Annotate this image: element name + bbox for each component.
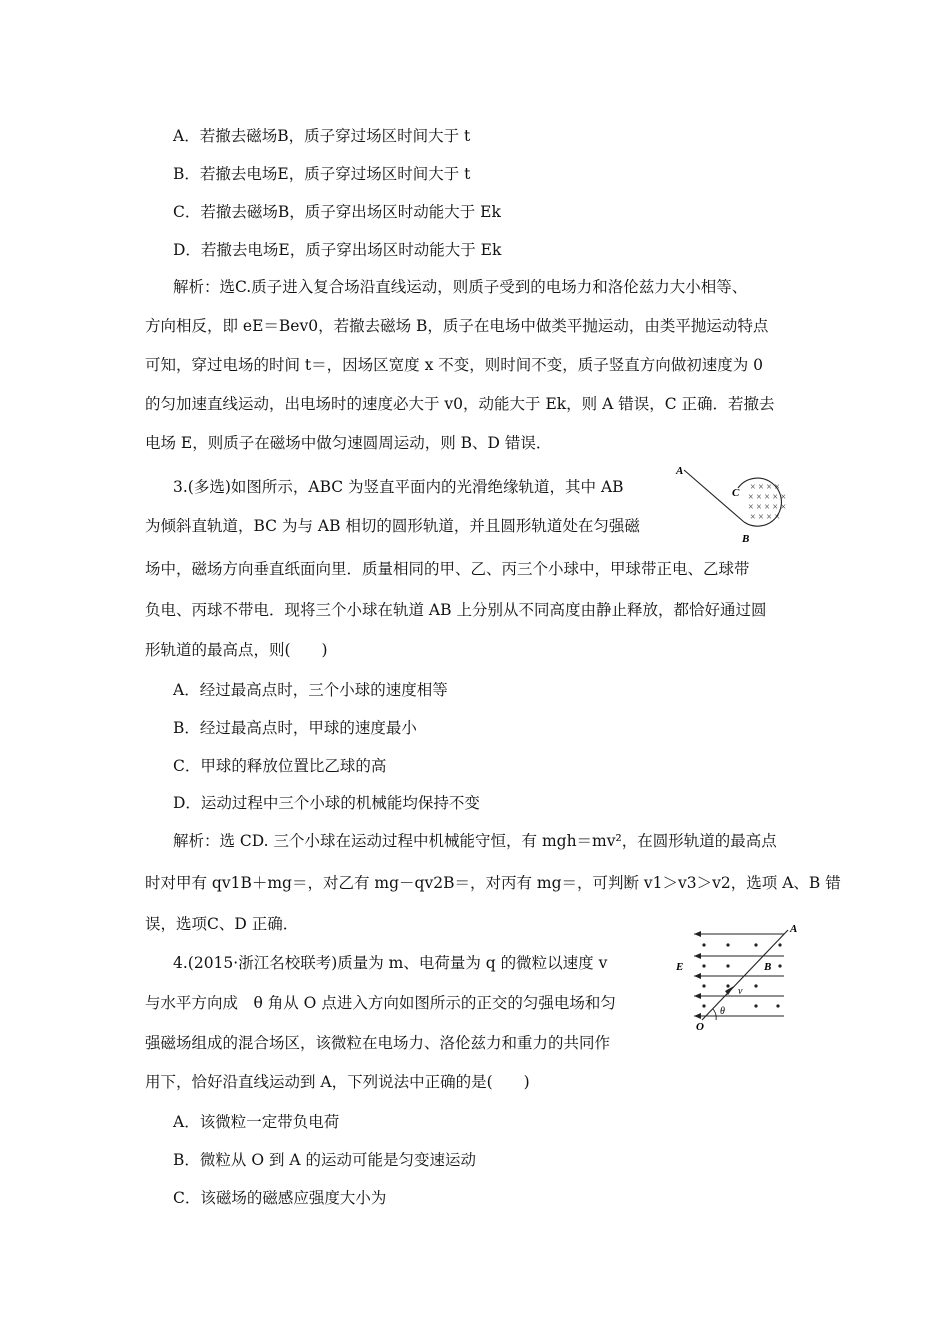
q3-solution-line: 时对甲有 qv1B＋mg＝，对乙有 mg－qv2B＝，对丙有 mg＝，可判断 v1＞v3＞v2，选项 A、B 错 — [145, 874, 841, 892]
q4-stem-line: 4.(2015·浙江名校联考)质量为 m、电荷量为 q 的微粒以速度 v — [173, 954, 608, 972]
svg-text:× × × × ×: × × × × × — [748, 492, 787, 503]
field-figure — [672, 922, 802, 1030]
q3-solution-line: 解析：选 CD. 三个小球在运动过程中机械能守恒，有 mgh＝mv²，在圆形轨道的最高点 — [173, 832, 777, 850]
svg-text:× × × ×: × × × × — [750, 482, 781, 493]
point-b-label: B — [742, 533, 750, 545]
q3-option-c: C．甲球的释放位置比乙球的高 — [173, 757, 387, 775]
velocity-label: v — [738, 986, 743, 997]
q3-option-b: B．经过最高点时，甲球的速度最小 — [173, 719, 417, 737]
q4-option-b: B．微粒从 O 到 A 的运动可能是匀变速运动 — [173, 1151, 477, 1169]
q2-option-a: A．若撤去磁场B，质子穿过场区时间大于 t — [173, 127, 471, 145]
svg-text:× × × × ×: × × × × × — [748, 502, 787, 513]
svg-text:× × × ×: × × × × — [750, 512, 781, 523]
field-b-label: B — [764, 961, 772, 973]
track-figure — [672, 460, 802, 546]
q4-stem-line: 强磁场组成的混合场区，该微粒在电场力、洛伦兹力和重力的共同作 — [145, 1034, 611, 1052]
q4-option-c: C．该磁场的磁感应强度大小为 — [173, 1189, 387, 1207]
point-o-label: O — [696, 1021, 704, 1030]
q3-stem-line: 负电、丙球不带电．现将三个小球在轨道 AB 上分别从不同高度由静止释放，都恰好通过圆 — [145, 601, 767, 619]
q3-option-a: A．经过最高点时，三个小球的速度相等 — [173, 681, 448, 699]
q2-solution-line: 电场 E，则质子在磁场中做匀速圆周运动，则 B、D 错误． — [145, 434, 552, 452]
angle-theta-label: θ — [720, 1006, 725, 1017]
q2-option-c: C．若撤去磁场B，质子穿出场区时动能大于 Ek — [173, 203, 501, 221]
q4-option-a: A．该微粒一定带负电荷 — [173, 1113, 340, 1131]
q3-stem-line: 形轨道的最高点，则( ) — [145, 641, 328, 659]
q2-solution-line: 的匀加速直线运动，出电场时的速度必大于 v0，动能大于 Ek，则 A 错误，C 正确．若撤去 — [145, 395, 775, 413]
q3-solution-line: 误，选项C、D 正确． — [145, 915, 299, 933]
q2-solution-line: 解析：选C.质子进入复合场沿直线运动，则质子受到的电场力和洛伦兹力大小相等、 — [173, 278, 748, 296]
q3-stem-line: 3.(多选)如图所示，ABC 为竖直平面内的光滑绝缘轨道，其中 AB — [173, 478, 624, 496]
field-e-label: E — [676, 961, 684, 973]
q2-solution-line: 方向相反，即 eE＝Bev0，若撤去磁场 B，质子在电场中做类平抛运动，由类平抛运动特点 — [145, 317, 769, 335]
q4-stem-line: 与水平方向成 θ 角从 O 点进入方向如图所示的正交的匀强电场和匀 — [145, 994, 616, 1012]
point-c-label: C — [732, 487, 740, 499]
q2-option-b: B．若撤去电场E，质子穿过场区时间大于 t — [173, 165, 471, 183]
point-a-label: A — [790, 923, 798, 935]
q2-solution-line: 可知，穿过电场的时间 t＝，因场区宽度 x 不变，则时间不变，质子竖直方向做初速度为 0 — [145, 356, 764, 374]
q3-stem-line: 场中，磁场方向垂直纸面向里．质量相同的甲、乙、丙三个小球中，甲球带正电、乙球带 — [145, 560, 750, 578]
q3-stem-line: 为倾斜直轨道，BC 为与 AB 相切的圆形轨道，并且圆形轨道处在匀强磁 — [145, 517, 640, 535]
point-a-label: A — [676, 465, 684, 477]
q3-option-d: D．运动过程中三个小球的机械能均保持不变 — [173, 794, 480, 812]
q4-stem-line: 用下，恰好沿直线运动到 A，下列说法中正确的是( ) — [145, 1073, 530, 1091]
q2-option-d: D．若撤去电场E，质子穿出场区时动能大于 Ek — [173, 241, 502, 259]
